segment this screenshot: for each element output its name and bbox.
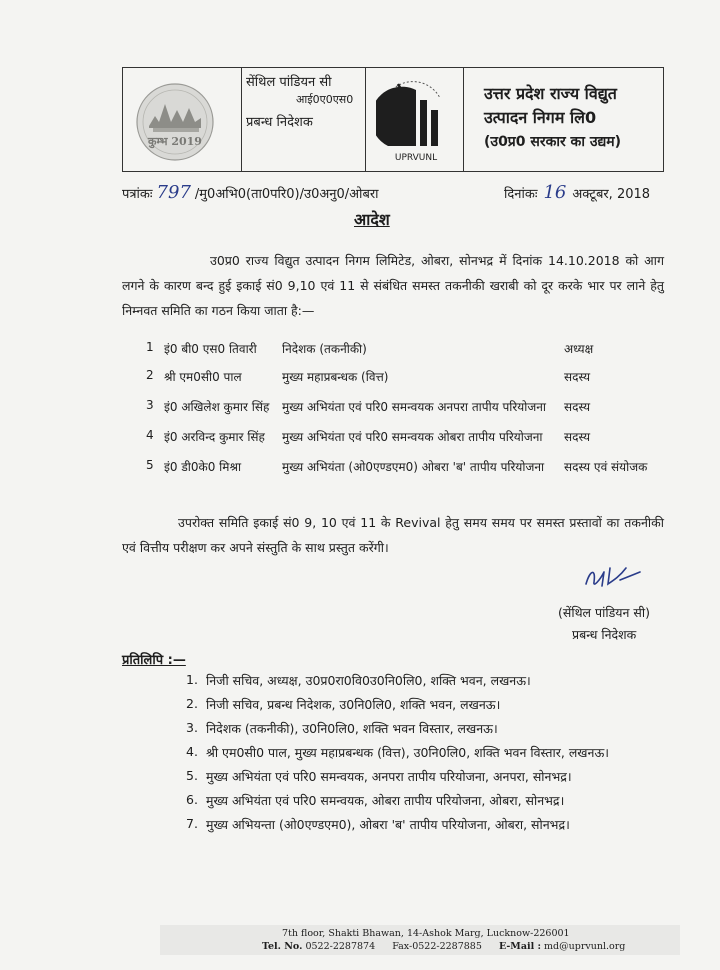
letterhead-divider	[365, 68, 366, 171]
copy-recipient: मुख्य अभियंता एवं परि0 समन्वयक, ओबरा तापीय परियोजना, ओबरा, सोनभद्र।	[206, 793, 565, 808]
copy-to-item	[0, 696, 720, 716]
member-role: सदस्य एवं संयोजक	[564, 460, 648, 474]
uprvunl-logo-label: UPRVUNL	[394, 153, 438, 163]
org-name-line3: (उ0प्र0 सरकार का उद्यम)	[484, 134, 622, 150]
reference-prefix: पत्रांकः	[122, 187, 153, 202]
member-number: 4	[146, 428, 154, 442]
copy-number: 4.	[186, 744, 198, 759]
footer-contact	[262, 941, 625, 952]
copy-recipient: निजी सचिव, अध्यक्ष, उ0प्र0रा0वि0उ0नि0लि0, शक्ति भवन, लखनऊ।	[206, 673, 531, 688]
member-role: अध्यक्ष	[564, 342, 594, 356]
member-role: सदस्य	[564, 400, 591, 414]
committee-member-row	[0, 340, 720, 360]
footer-tel: 0522-2287874	[305, 941, 376, 952]
member-designation: मुख्य अभियंता (ओ0एण्डएम0) ओबरा 'ब' तापीय परियोजना	[282, 460, 545, 474]
copy-number: 6.	[186, 792, 198, 807]
copy-recipient: निदेशक (तकनीकी), उ0नि0लि0, शक्ति भवन विस्तार, लखनऊ।	[206, 721, 498, 736]
signatory-title: प्रबन्ध निदेशक	[572, 627, 637, 642]
committee-member-row	[0, 428, 720, 448]
member-number: 1	[146, 340, 154, 354]
copy-to-item	[0, 816, 720, 836]
reference-handwritten-number: 797	[156, 182, 191, 203]
kumbh-logo	[135, 82, 215, 162]
signatory-name: (सेंथिल पांडियन सी)	[558, 605, 650, 620]
org-name-line2: उत्पादन निगम लि0	[484, 108, 597, 127]
copy-number: 2.	[186, 696, 198, 711]
order-title: आदेश	[354, 210, 390, 229]
member-designation: निदेशक (तकनीकी)	[282, 342, 367, 356]
member-name: इं0 अरविन्द कुमार सिंह	[164, 430, 265, 444]
reference-number	[122, 182, 379, 203]
copy-to-item	[0, 744, 720, 764]
member-name: इं0 बी0 एस0 तिवारी	[164, 342, 257, 356]
copy-recipient: श्री एम0सी0 पाल, मुख्य महाप्रबन्धक (वित्त), उ0नि0लि0, शक्ति भवन विस्तार, लखनऊ।	[206, 745, 610, 760]
handwritten-signature	[580, 558, 646, 594]
org-name-line1: उत्तर प्रदेश राज्य विद्युत	[484, 84, 617, 103]
copy-to-heading: प्रतिलिपि :—	[122, 653, 186, 668]
member-role: सदस्य	[564, 370, 591, 384]
md-service: आई0ए0एस0	[296, 93, 354, 106]
committee-member-row	[0, 368, 720, 388]
copy-number: 7.	[186, 816, 198, 831]
copy-recipient: मुख्य अभियंता एवं परि0 समन्वयक, अनपरा तापीय परियोजना, अनपरा, सोनभद्र।	[206, 769, 572, 784]
footer-email[interactable]: md@uprvunl.org	[544, 941, 626, 952]
member-designation: मुख्य अभियंता एवं परि0 समन्वयक अनपरा तापीय परियोजना	[282, 400, 547, 414]
kumbh-logo-label: कुम्भ 2019	[148, 135, 202, 148]
letterhead-divider	[463, 68, 464, 171]
member-designation: मुख्य महाप्रबन्धक (वित्त)	[282, 370, 389, 384]
copy-recipient: निजी सचिव, प्रबन्ध निदेशक, उ0नि0लि0, शक्ति भवन, लखनऊ।	[206, 697, 501, 712]
date-label: दिनांकः	[504, 187, 538, 202]
member-number: 2	[146, 368, 154, 382]
copy-number: 1.	[186, 672, 198, 687]
date-month-year: अक्टूबर, 2018	[572, 187, 651, 202]
copy-to-item	[0, 792, 720, 812]
committee-member-row	[0, 398, 720, 418]
member-name: इं0 अखिलेश कुमार सिंह	[164, 400, 270, 414]
member-name: श्री एम0सी0 पाल	[164, 370, 242, 384]
footer-tel-label: Tel. No.	[262, 941, 303, 952]
copy-to-item	[0, 768, 720, 788]
copy-number: 3.	[186, 720, 198, 735]
md-title: प्रबन्ध निदेशक	[246, 115, 313, 130]
date-handwritten-day: 16	[543, 182, 567, 203]
member-number: 3	[146, 398, 154, 412]
member-number: 5	[146, 458, 154, 472]
footer-fax: Fax-0522-2287885	[392, 941, 482, 952]
copy-to-item	[0, 720, 720, 740]
order-date	[504, 182, 650, 203]
member-name: इं0 डी0के0 मिश्रा	[164, 460, 242, 474]
intro-paragraph: उ0प्र0 राज्य विद्युत उत्पादन निगम लिमिटेड, ओबरा, सोनभद्र में दिनांक 14.10.2018 को आग लगने के कारण बन्द हुई इकाई सं0 9,10 एवं 11 से संबंधित समस्त तकनीकी खराबी को दूर करके भार पर लाने हेतु निम्नवत समिति का गठन किया जाता है:—	[122, 253, 664, 318]
copy-to-item	[0, 672, 720, 692]
letterhead-divider	[241, 68, 242, 171]
footer-address: 7th floor, Shakti Bhawan, 14-Ashok Marg, Lucknow-226001	[282, 928, 570, 939]
member-designation: मुख्य अभियंता एवं परि0 समन्वयक ओबरा तापीय परियोजना	[282, 430, 543, 444]
uprvunl-logo	[376, 76, 456, 166]
md-name: सेंथिल पांडियन सी	[246, 75, 332, 90]
copy-recipient: मुख्य अभियन्ता (ओ0एण्डएम0), ओबरा 'ब' तापीय परियोजना, ओबरा, सोनभद्र।	[206, 817, 570, 832]
reference-suffix: /मु0अभि0(ता0परि0)/उ0अनु0/ओबरा	[194, 187, 379, 202]
second-paragraph: उपरोक्त समिति इकाई सं0 9, 10 एवं 11 के Revival हेतु समय समय पर समस्त प्रस्तावों का तकनीकी एवं वित्तीय परीक्षण कर अपने संस्तुति के साथ प्रस्तुत करेंगी।	[122, 515, 664, 555]
committee-member-row	[0, 458, 720, 478]
member-role: सदस्य	[564, 430, 591, 444]
copy-number: 5.	[186, 768, 198, 783]
footer-email-label: E-Mail :	[498, 941, 542, 952]
